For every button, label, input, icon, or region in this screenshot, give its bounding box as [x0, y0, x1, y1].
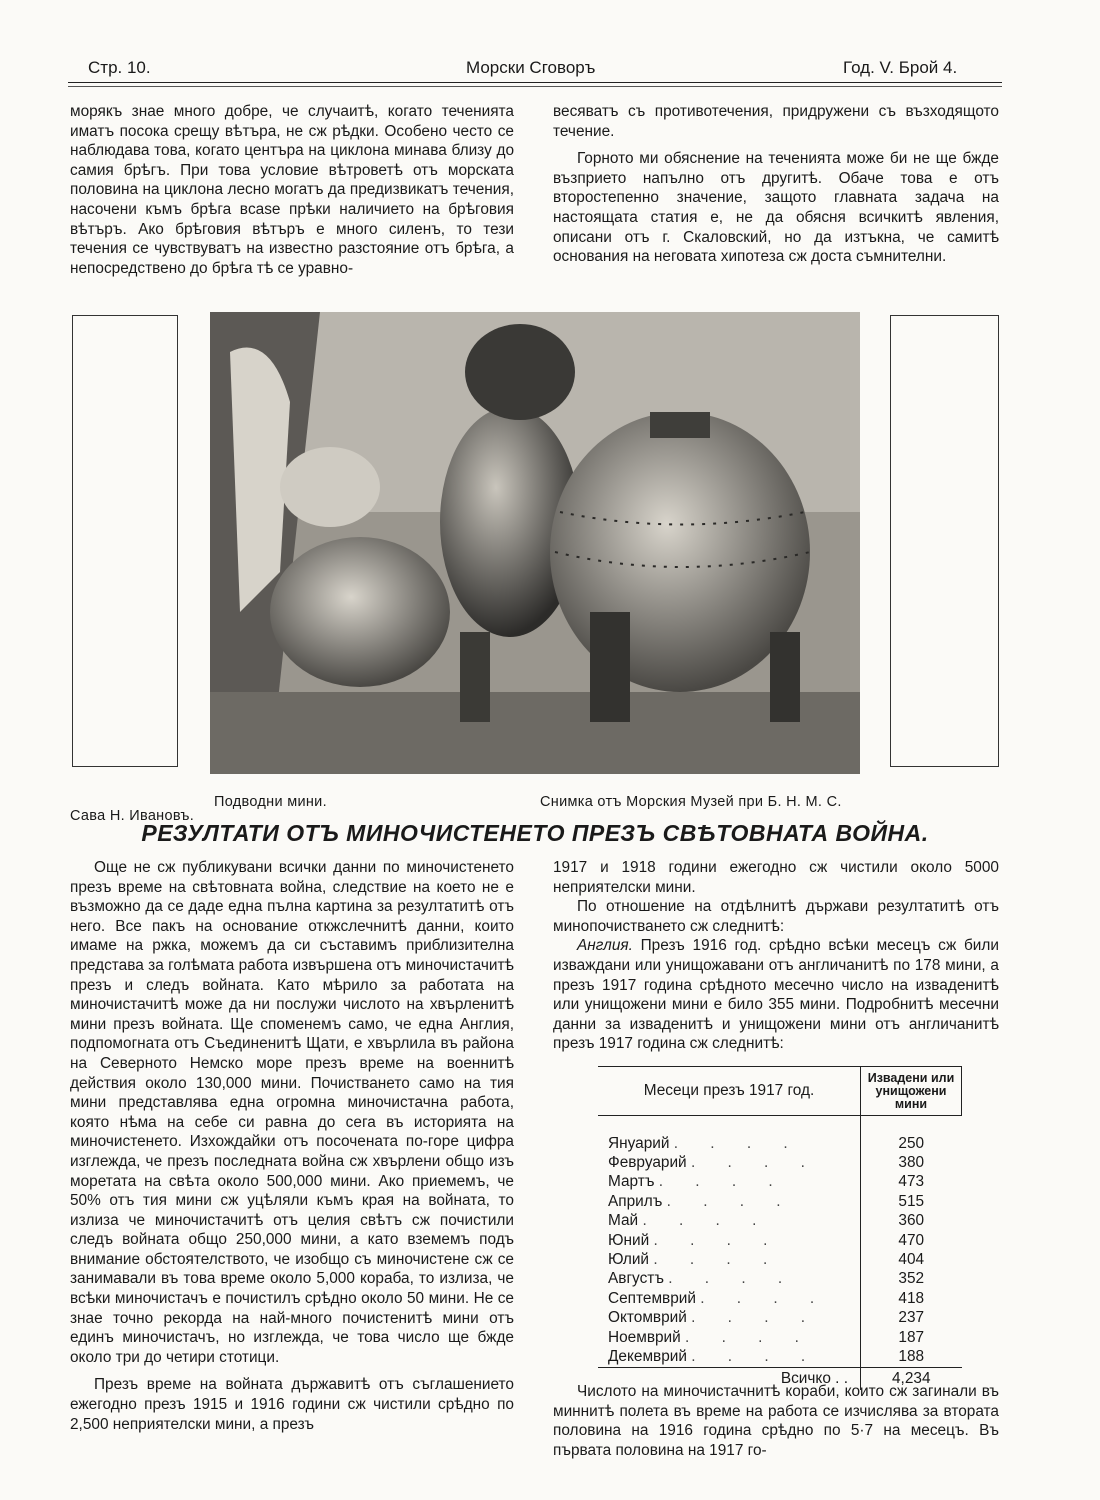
- table-month: Мартъ: [608, 1173, 655, 1191]
- table-row: [598, 1328, 962, 1347]
- page-number: Стр. 10.: [88, 58, 151, 77]
- top-left-column: [70, 102, 514, 278]
- sea-mines-illustration: [210, 312, 860, 774]
- article-right-paragraph-2: По отношение на отдѣлнитѣ държави резултатитѣ отъ минопочистването сж следнитѣ:: [553, 898, 999, 935]
- leader-dots: . . . .: [685, 1328, 813, 1346]
- table-row: [598, 1173, 962, 1192]
- article-right-after-table: [553, 1382, 999, 1460]
- table-row: [598, 1250, 962, 1269]
- table-header-count: Извадени или унищожени мини: [861, 1067, 962, 1116]
- table-count: 188: [861, 1347, 962, 1367]
- table-count: 237: [861, 1309, 962, 1328]
- table-row: [598, 1231, 962, 1250]
- issue-number: Год. V. Брой 4.: [843, 58, 958, 77]
- table-count: 250: [861, 1116, 962, 1154]
- article-right-paragraph-3: [553, 936, 999, 1054]
- table-month: Май: [608, 1212, 639, 1230]
- table-header-month: Месеци презъ 1917 год.: [598, 1067, 861, 1116]
- table-month: Октомврий: [608, 1309, 687, 1327]
- leader-dots: . . . .: [700, 1289, 829, 1307]
- table-month: Августъ: [608, 1270, 664, 1288]
- leader-dots: . . . .: [691, 1347, 820, 1365]
- table-count: 418: [861, 1289, 962, 1308]
- right-decor-frame: [890, 315, 999, 767]
- table-count: 515: [861, 1192, 962, 1211]
- article-left-column: [70, 858, 514, 1434]
- top-left-text: морякъ знае много добре, че случаитѣ, когато теченията иматъ посока срещу вѣтъра, не сж рѣдки. Особено често се наблюдава това, когато центъра на циклона минава близу до самия брѣгъ. При това условие вѣтроветѣ отъ морската половина на циклона лесно могатъ да предизвикатъ течения, насочени къмъ брѣга вcase прѣки наличието на брѣговия вѣтъръ. Ако брѣговия вѣтъръ е много силенъ, то тези течения се чувствуватъ на известно разстояние отъ брѣга, а непосредствено до брѣга тѣ се уравно-: [70, 103, 514, 277]
- leader-dots: . . . .: [691, 1309, 820, 1327]
- table-month: Февруарий: [608, 1154, 687, 1172]
- table-count: 473: [861, 1173, 962, 1192]
- article-left-paragraph-1: Още не сж публикувани всички данни по миночистенето презъ време на свѣтовната война, следствие на което не е възможно да се даде една пълна картина за резултатитѣ отъ него. Все пакъ на основание откжслечнитѣ данни, които имаме на ржка, можемъ да си съставимъ приблизителна представа за голѣмата работа извършена отъ миночистачитѣ презъ и следъ войната. Като мѣрило за работата на миночистачитѣ може да ни послужи числото на хвърленитѣ мини презъ войната. Ще споменемъ само, че една Англия, подпомогната отъ Съединенитѣ Щати, е хвърлила въ района на Северното Немско море презъ време на военнитѣ действия около 130,000 мини. Почистването само на тия мини представлява една огромна миночистачна работа, която нѣма на себе си равна до сега въ историята на миночистенето. Изхождайки отъ посочената по-горе цифра изглежда, че презъ последната война сж хвърлени общо изъ моретата на свѣта около 500,000 мини. Ако приемемъ, че 50% отъ тия мини сж уцѣляли къмъ края на войната, то излиза че миночистачитѣ отъ целия свѣтъ сж почистили следъ войната общо 250,000 мини, а като вземемъ подъ внимание обстоятелството, че изобщо съ миночистене сж се занимавали въ това време около 5,000 кораба, то излиза, че всѣки миночистачъ е почистилъ срѣдно около 50 мини. Не се знае точно рекорда на най-много почистенитѣ мини отъ единъ миночистачъ, но изглежда, че това число ще бжде около три до четири стотици.: [70, 859, 514, 1366]
- leader-dots: . . . .: [690, 1154, 819, 1172]
- table-count: 380: [861, 1153, 962, 1172]
- table-total-label: Всичко . .: [598, 1367, 861, 1390]
- table-row: [598, 1153, 962, 1172]
- table-row: [598, 1116, 962, 1154]
- table-month: Декемврий: [608, 1347, 687, 1365]
- header-rule: [68, 82, 1002, 83]
- top-right-text-2: Горното ми обяснение на теченията може би не ще бжде възприето напълно отъ другитѣ. Обаче това е отъ второстепенно значение, защото главната задача на настоящата статия е, не да обясня всичкитѣ явления, описани отъ г. Скаловский, но да изтъкна, че самитѣ основания на неговата хипотеза сж доста съмнителни.: [553, 150, 999, 266]
- leader-dots: . . . .: [658, 1173, 787, 1191]
- table-month: Ноемврий: [608, 1328, 681, 1346]
- table-month: Юний: [608, 1231, 650, 1249]
- top-right-column: [553, 102, 999, 267]
- country-label: Англия.: [577, 937, 633, 955]
- leader-dots: . . . .: [673, 1134, 802, 1152]
- table-count: 187: [861, 1328, 962, 1347]
- leader-dots: . . . .: [642, 1212, 771, 1230]
- photo-credit: Снимка отъ Морския Музей при Б. Н. М. С.: [540, 794, 842, 810]
- table-row: [598, 1212, 962, 1231]
- table-row: [598, 1347, 962, 1367]
- article-title: РЕЗУЛТАТИ ОТЪ МИНОЧИСТЕНЕТО ПРЕЗЪ СВѢТОВНАТА ВОЙНА.: [141, 820, 929, 846]
- table-month: Септемврий: [608, 1289, 696, 1307]
- table-count: 360: [861, 1212, 962, 1231]
- table-row: [598, 1309, 962, 1328]
- header-rule-thin: [68, 86, 1002, 87]
- table-count: 352: [861, 1270, 962, 1289]
- journal-title: Морски Сговоръ: [466, 58, 596, 77]
- leader-dots: . . . .: [668, 1270, 797, 1288]
- table-count: 470: [861, 1231, 962, 1250]
- article-right-column: [553, 858, 999, 1054]
- leader-dots: . . . .: [653, 1231, 782, 1249]
- mines-table: [598, 1066, 962, 1390]
- table-count: 404: [861, 1250, 962, 1269]
- author-signature: Сава Н. Ивановъ.: [70, 808, 195, 824]
- table-row: [598, 1289, 962, 1308]
- sea-mines-photo: [210, 312, 860, 774]
- photo-caption: Подводни мини.: [214, 794, 327, 810]
- leader-dots: . . . .: [666, 1192, 795, 1210]
- table-row: [598, 1270, 962, 1289]
- table-month: Юлий: [608, 1251, 650, 1269]
- article-right-paragraph-3-text: Презъ 1916 год. срѣдно всѣки месецъ сж били изваждани или унищожавани отъ англичанитѣ по 178 мини, а презъ 1917 година срѣдното месечно число на изваденитѣ или унищожени мини е било 355 мини. Подробнитѣ месечни данни за изваденитѣ и унищожени мини отъ англичанитѣ презъ 1917 година сж следнитѣ:: [553, 937, 999, 1053]
- article-right-paragraph-4: Числото на миночистачнитѣ кораби, които сж загинали въ миннитѣ полета въ време на работа се изчислява за втората половина на 1916 година срѣдно по 5·7 на месецъ. Въ първата половина на 1917 го-: [553, 1383, 999, 1459]
- article-left-paragraph-2: Презъ време на войната държавитѣ отъ съглашението ежегодно презъ 1915 и 1916 години сж чистили срѣдно по 2,500 неприятелски мини, а презъ: [70, 1376, 514, 1433]
- article-right-paragraph-1: 1917 и 1918 години ежегодно сж чистили около 5000 неприятелски мини.: [553, 859, 999, 896]
- table-month: Априлъ: [608, 1192, 663, 1210]
- left-decor-frame: [72, 315, 178, 767]
- table-month: Януарий: [608, 1134, 670, 1152]
- top-right-text-1: весяватъ съ противотечения, придружени съ възходящото течение.: [553, 103, 999, 140]
- leader-dots: . . . .: [653, 1251, 782, 1269]
- table-row: [598, 1192, 962, 1211]
- table-total-value: 4,234: [861, 1367, 962, 1390]
